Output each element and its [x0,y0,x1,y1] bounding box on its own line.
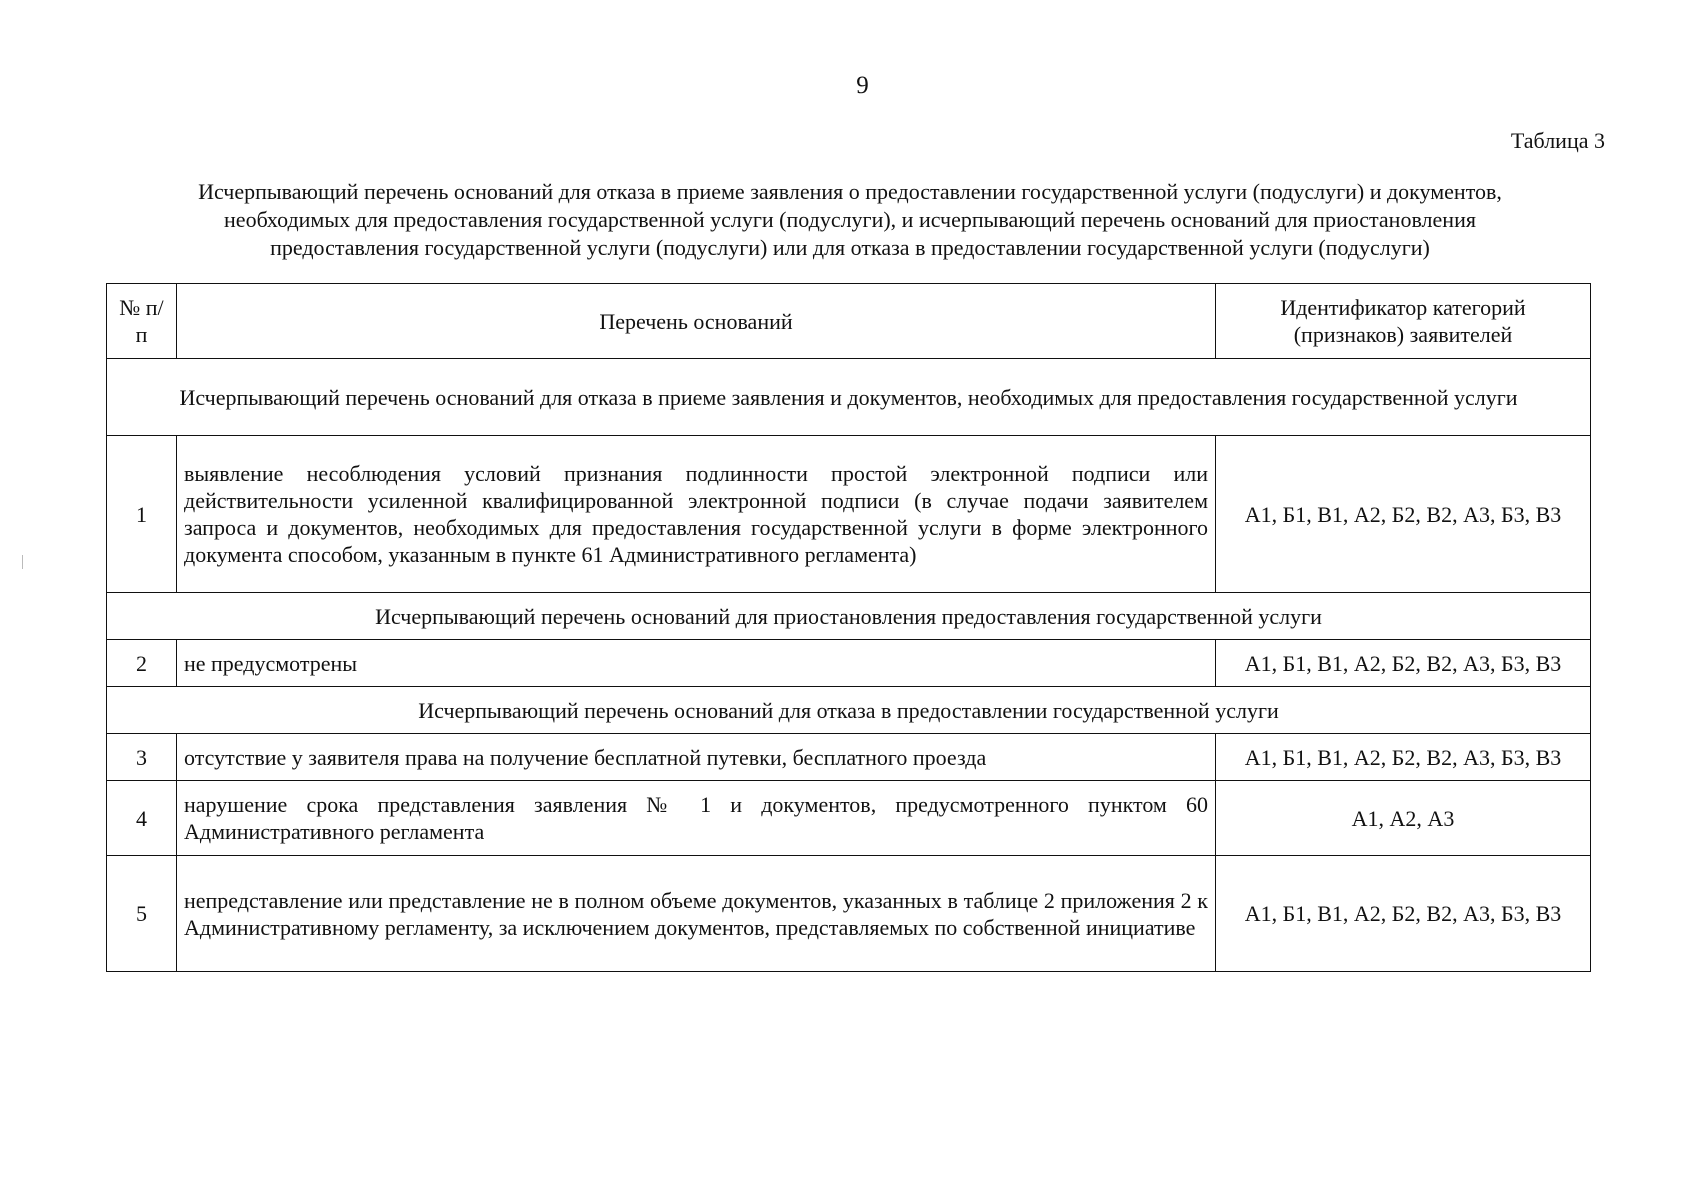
header-ids: Идентификатор категорий (признаков) заявителей [1216,284,1591,359]
row-reason: нарушение срока представления заявления № 1 и документов, предусмотренного пунктом 60 Административного регламента [177,781,1216,856]
section-title: Исчерпывающий перечень оснований для приостановления предоставления государственной услуги [107,593,1591,640]
row-number: 5 [107,856,177,972]
row-reason: отсутствие у заявителя права на получение бесплатной путевки, бесплатного проезда [177,734,1216,781]
page-number: 9 [856,72,869,99]
row-number: 4 [107,781,177,856]
table-row [107,781,1591,856]
reasons-table [106,283,1591,972]
table-label: Таблица 3 [1510,128,1605,153]
row-number: 2 [107,640,177,687]
row-ids: А1, Б1, В1, А2, Б2, В2, А3, Б3, В3 [1216,734,1591,781]
table-row [107,640,1591,687]
caption-line: Исчерпывающий перечень оснований для отказа в приеме заявления о предоставлении государственной услуги (подуслуги) и документов, [198,179,1502,204]
table-row [107,436,1591,593]
caption-line: необходимых для предоставления государственной услуги (подуслуги), и исчерпывающий перечень оснований для приостановления [224,207,1476,232]
row-ids: А1, Б1, В1, А2, Б2, В2, А3, Б3, В3 [1216,436,1591,593]
row-ids: А1, Б1, В1, А2, Б2, В2, А3, Б3, В3 [1216,640,1591,687]
header-reasons: Перечень оснований [177,284,1216,359]
table-header-row [107,284,1591,359]
section-row [107,687,1591,734]
header-num: № п/п [107,284,177,359]
row-reason: выявление несоблюдения условий признания подлинности простой электронной подписи или действительности усиленной квалифицированной электронной подписи (в случае подачи заявителем запроса и документов, необходимых для предоставления государственной услуги в форме электронного документа способом, указанным в пункте 61 Административного регламента) [177,436,1216,593]
row-number: 1 [107,436,177,593]
row-reason: не предусмотрены [177,640,1216,687]
caption-line: предоставления государственной услуги (подуслуги) или для отказа в предоставлении государственной услуги (подуслуги) [270,235,1430,260]
section-row [107,359,1591,436]
table-row [107,856,1591,972]
row-ids: А1, А2, А3 [1216,781,1591,856]
table-row [107,734,1591,781]
section-row [107,593,1591,640]
scan-margin-mark [22,555,23,569]
section-title: Исчерпывающий перечень оснований для отказа в приеме заявления и документов, необходимых для предоставления государственной услуги [107,359,1591,436]
row-reason: непредставление или представление не в полном объеме документов, указанных в таблице 2 приложения 2 к Административному регламенту, за исключением документов, представляемых по собственной инициативе [177,856,1216,972]
row-number: 3 [107,734,177,781]
table-caption [110,178,1590,262]
row-ids: А1, Б1, В1, А2, Б2, В2, А3, Б3, В3 [1216,856,1591,972]
section-title: Исчерпывающий перечень оснований для отказа в предоставлении государственной услуги [107,687,1591,734]
